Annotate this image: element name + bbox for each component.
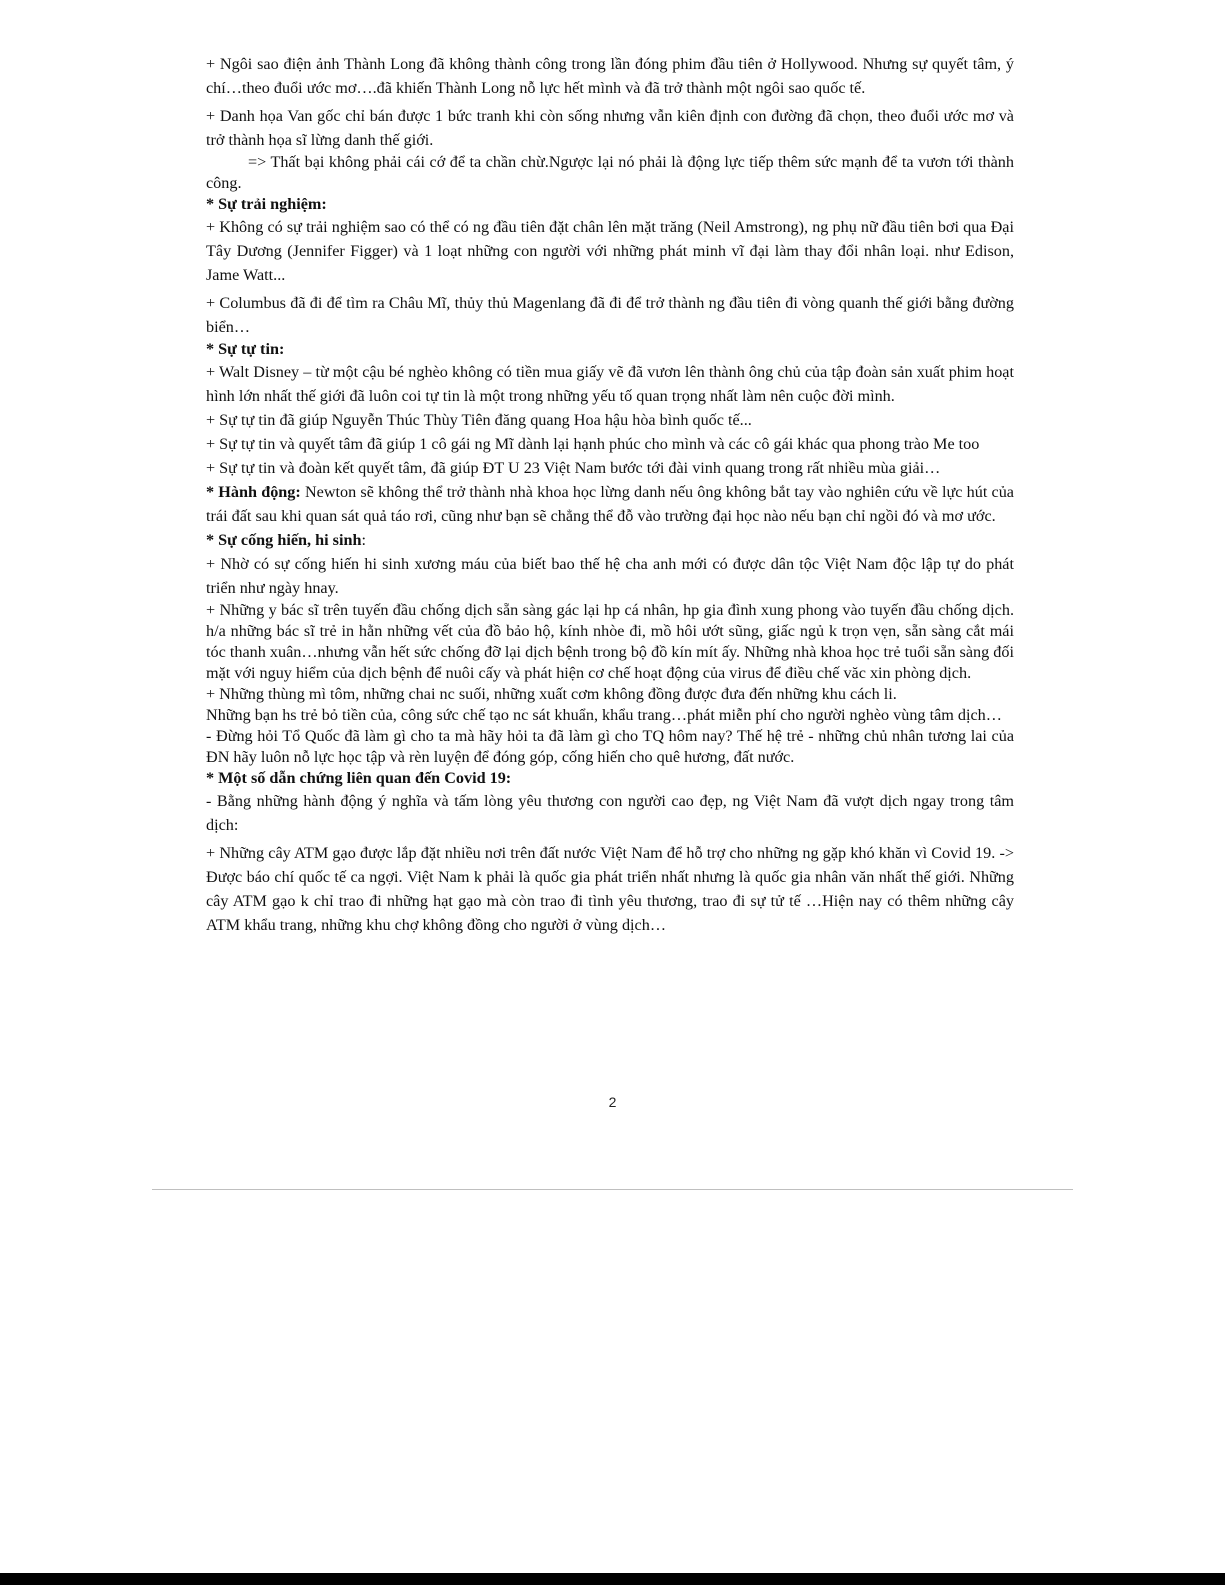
paragraph-fatherland: - Đừng hỏi Tổ Quốc đã làm gì cho ta mà hãy hỏi ta đã làm gì cho TQ hôm nay? Thế hệ trẻ - những chủ nhân tương lai của ĐN hãy luôn nỗ lực học tập và rèn luyện để đóng góp, cống hiến cho quê hương, đất nước. (206, 727, 1014, 766)
paragraph-dedication-heading (206, 528, 1014, 552)
paragraph-sacrifice: + Nhờ có sự cống hiến hi sinh xương máu của biết bao thế hệ cha anh mới có được dân tộc Việt Nam độc lập tự do phát triển như ngày hnay. (206, 555, 1014, 597)
heading-confidence: * Sự tự tin: (206, 340, 285, 358)
paragraph-u23-vietnam: + Sự tự tin và đoàn kết quyết tâm, đã giúp ĐT U 23 Việt Nam bước tới đài vinh quang trong rất nhiều mùa giải… (206, 459, 941, 477)
dedication-colon: : (361, 531, 366, 549)
paragraph-thuy-tien: + Sự tự tin đã giúp Nguyễn Thúc Thùy Tiên đăng quang Hoa hậu hòa bình quốc tế... (206, 411, 752, 429)
page-divider (152, 1189, 1073, 1190)
page-body (206, 52, 1014, 937)
heading-dedication: * Sự cống hiến, hi sinh (206, 531, 362, 549)
paragraph-van-gogh: + Danh họa Van gốc chỉ bán được 1 bức tranh khi còn sống nhưng vẫn kiên định con đường đã chọn, theo đuổi ước mơ và trở thành họa sĩ lừng danh thế giới. (206, 107, 1014, 149)
paragraph-failure-conclusion: => Thất bại không phải cái cớ để ta chần chừ.Ngược lại nó phải là động lực tiếp thêm sức mạnh để ta vươn tới thành công. (206, 153, 1014, 192)
paragraph-jackie-chan: + Ngôi sao điện ảnh Thành Long đã không thành công trong lần đóng phim đầu tiên ở Hollywood. Nhưng sự quyết tâm, ý chí…theo đuổi ước mơ….đã khiến Thành Long nỗ lực hết mình và đã trở thành một ngôi sao quốc tế. (206, 55, 1014, 97)
page-number: 2 (608, 1094, 617, 1110)
paragraph-students: Những bạn hs trẻ bỏ tiền của, công sức chế tạo nc sát khuẩn, khẩu trang…phát miễn phí cho người nghèo vùng tâm dịch… (206, 706, 1002, 724)
paragraph-doctors: + Những y bác sĩ trên tuyến đầu chống dịch sẵn sàng gác lại hp cá nhân, hp gia đình xung phong vào tuyến đầu chống dịch. h/a những bác sĩ trẻ in hằn những vết của đồ bảo hộ, kính nhòe đi, mồ hôi ướt sũng, giấc ngủ k trọn vẹn, sẵn sàng cắt mái tóc thanh xuân…nhưng vẫn hết sức chống đỡ lại dịch bệnh trong bộ đồ kín mít ấy. Những nhà khoa học trẻ tuổi sẵn sàng đối mặt với nguy hiểm của dịch bệnh để nuôi cấy và phát hiện cơ chế hoạt động của virus để điều chế văc xin phòng dịch. (206, 601, 1014, 682)
paragraph-action (206, 480, 1014, 528)
bottom-edge-bar (0, 1573, 1225, 1585)
paragraph-covid-kindness: - Bằng những hành động ý nghĩa và tấm lòng yêu thương con người cao đẹp, ng Việt Nam đã vượt dịch ngay trong tâm dịch: (206, 792, 1014, 834)
heading-experience: * Sự trải nghiệm: (206, 195, 327, 213)
paragraph-instant-noodles: + Những thùng mì tôm, những chai nc suối, những xuất cơm không đồng được đưa đến những khu cách li. (206, 685, 897, 703)
paragraph-columbus: + Columbus đã đi để tìm ra Châu Mĩ, thủy thủ Magenlang đã đi để trở thành ng đầu tiên đi vòng quanh thế giới bằng đường biển… (206, 294, 1014, 336)
heading-covid: * Một số dẫn chứng liên quan đến Covid 19: (206, 769, 512, 787)
action-text: Newton sẽ không thể trở thành nhà khoa học lừng danh nếu ông không bắt tay vào nghiên cứu về lực hút của trái đất sau khi quan sát quả táo rơi, cũng như bạn sẽ chẳng thể đỗ vào trường đại học nào nếu bạn chỉ ngồi đó và mơ ước. (206, 483, 1014, 525)
paragraph-rice-atm: + Những cây ATM gạo được lắp đặt nhiều nơi trên đất nước Việt Nam để hỗ trợ cho những ng gặp khó khăn vì Covid 19. -> Được báo chí quốc tế ca ngợi. Việt Nam k phải là quốc gia phát triển nhất nhưng là quốc gia nhân văn nhất thế giới. Những cây ATM gạo k chỉ trao đi những hạt gạo mà còn trao đi tình yêu thương, trao đi sự tử tế …Hiện nay có thêm những cây ATM khẩu trang, những khu chợ không đồng cho người ở vùng dịch… (206, 844, 1014, 934)
paragraph-me-too: + Sự tự tin và quyết tâm đã giúp 1 cô gái ng Mĩ dành lại hạnh phúc cho mình và các cô gái khác qua phong trào Me too (206, 435, 980, 453)
paragraph-walt-disney: + Walt Disney – từ một cậu bé nghèo không có tiền mua giấy vẽ đã vươn lên thành ông chủ của tập đoàn sản xuất phim hoạt hình lớn nhất thế giới đã luôn coi tự tin là một trong những yếu tố quan trọng nhất làm nên cuộc đời mình. (206, 363, 1014, 405)
paragraph-first-on-moon: + Không có sự trải nghiệm sao có thể có ng đầu tiên đặt chân lên mặt trăng (Neil Amstrong), ng phụ nữ đầu tiên bơi qua Đại Tây Dương (Jennifer Figger) và 1 loạt những con người với những phát minh vĩ đại làm thay đổi nhân loại. như Edison, Jame Watt... (206, 218, 1014, 284)
heading-action: * Hành động: (206, 483, 301, 501)
